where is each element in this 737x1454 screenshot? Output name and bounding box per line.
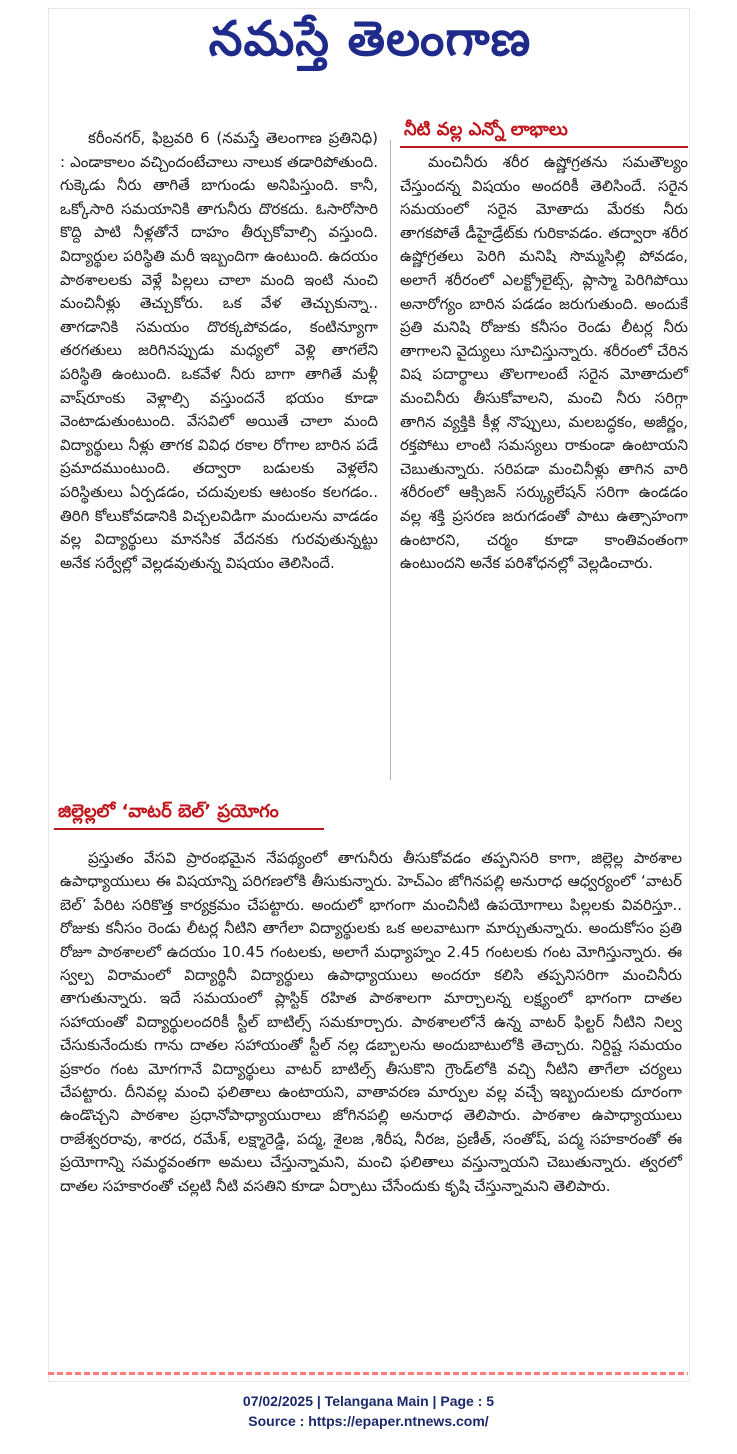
masthead-logo: నమస్తే తెలంగాణ: [208, 11, 532, 67]
sidebar-heading-rule: [400, 146, 688, 148]
bottom-dashed-rule: [48, 1372, 688, 1375]
article-section-body: ప్రస్తుతం వేసవి ప్రారంభమైన నేపథ్యంలో తాగునీరు తీసుకోవడం తప్పనిసరి కాగా, జిల్లెల్ల పాఠశాల ఉపాధ్యాయులు ఈ విషయాన్ని పరిగణలోకి తీసుకున్నారు. హెచ్‌ఎం జోగినపల్లి అనురాధ ఆధ్వర్యంలో ‘వాటర్ బెల్’ పేరిట సరికొత్త కార్యక్రమం చేపట్టారు. అందులో భాగంగా మంచినీటి ఉపయోగాలు పిల్లలకు వివరిస్తూ.. రోజుకు కనీసం రెండు లీటర్ల నీటిని తాగేలా విద్యార్థులకు ఒక అలవాటుగా మార్చుతున్నారు. అందుకోసం ప్రతి రోజూ పాఠశాలలో ఉదయం 10.45 గంటలకు, అలాగే మధ్యాహ్నం 2.45 గంటలకు గంట మోగిస్తున్నారు. ఈ స్వల్ప విరామంలో విద్యార్థినీ విద్యార్థులు ఉపాధ్యాయులు అందరూ కలిసి తప్పనిసరిగా మంచినీరు తాగుతున్నారు. ఇదే సమయంలో ప్లాస్టిక్ రహిత పాఠశాలగా మార్చాలన్న లక్ష్యంలో భాగంగా దాతల సహాయంతో విద్యార్థులందరికీ స్టీల్ బాటిల్స్ సమకూర్చారు. పాఠశాలలోనే ఉన్న వాటర్ ఫిల్టర్ నీటిని నిల్వ చేసుకునేందుకు గాను దాతల సహాయంతో స్టీల్ నల్ల డబ్బాలను అందుబాటులోకి తెచ్చారు. నిర్దిష్ట సమయం ప్రకారం గంట మోగగానే విద్యార్థులు వాటర్ బాటిల్స్ తీసుకొని గ్రౌండ్‌లోకి వచ్చి నీటిని తాగేలా చర్యలు చేపట్టారు. దీనివల్ల మంచి ఫలితాలు ఉంటాయని, వాతావరణ మార్పుల వల్ల వచ్చే ఇబ్బందులకు దూరంగా ఉండొచ్చని పాఠశాల ప్రధానోపాధ్యాయురాలు జోగినపల్లి అనురాధ తెలిపారు. పాఠశాల ఉపాధ్యాయులు రాజేశ్వరరావు, శారద, రమేశ్, లక్ష్మారెడ్డి, పద్మ, శైలజ ,శిరీష, నీరజ, ప్రణీత్, సంతోష్, పద్మ సహకారంతో ఈ ప్రయోగాన్ని సమర్థవంతగా అమలు చేస్తున్నామని, మంచి ఫలితాలు వస్తున్నాయని చెబుతున్నారు. త్వరలో దాతల సహకారంతో చల్లటి నీటి వసతిని కూడా ఏర్పాటు చేసేందుకు కృషి చేస్తున్నామని తెలిపారు.: [60, 849, 682, 1195]
section-heading: జిల్లెల్లలో ‘వాటర్ బెల్’ ప్రయోగం: [58, 801, 279, 822]
article-right-column: మంచినీరు శరీర ఉష్ణోగ్రతను సమతౌల్యం చేస్తుందన్న విషయం అందరికీ తెలిసిందే. సరైన సమయంలో సరైన మోతాదు మేరకు నీరు తాగకపోతే డీహైడ్రేట్‌కు గురికావడం. తద్వారా శరీర ఉష్ణోగ్రతలు పెరిగి మనిషి సొమ్మసిల్లి పోవడం, అలాగే శరీరంలో ఎలక్ట్రోలైట్స్, ప్లాస్మా పెరిగిపోయి అనారోగ్యం బారిన పడడం జరుగుతుంది. అందుకే ప్రతి మనిషి రోజుకు కనీసం రెండు లీటర్ల నీరు తాగాలని వైద్యులు సూచిస్తున్నారు. శరీరంలో చేరిన విష పదార్థాలు తొలగాలంటే సరైన మోతాదులో మంచినీరు తీసుకోవాలని, మంచి నీరు సరిగ్గా తాగిన వ్యక్తికి కీళ్ల నొప్పులు, మలబద్ధకం, అజీర్ణం, రక్తపోటు లాంటి సమస్యలు రాకుండా ఉంటాయని చెబుతున్నారు. సరిపడా మంచినీళ్లు తాగిన వారి శరీరంలో ఆక్సిజన్ సర్క్యులేషన్ సరిగా ఉండడం వల్ల శక్తి ప్రసరణ జరుగడంతో పాటు ఉత్సాహంగా ఉంటారని, చర్మం కూడా కాంతివంతంగా ఉంటుందని అనేక పరిశోధనల్లో వెల్లడించారు.: [400, 153, 688, 573]
source-link[interactable]: Source : https://epaper.ntnews.com/: [248, 1413, 489, 1429]
edition-info: 07/02/2025 | Telangana Main | Page : 5: [242, 1393, 495, 1409]
article-left-column: కరీంనగర్, ఫిబ్రవరి 6 (నమస్తే తెలంగాణ ప్రతినిధి) : ఎండాకాలం వచ్చిందంటేచాలు నాలుక తడారిపోతుంది. గుక్కెడు నీరు తాగితే బాగుండు అనిపిస్తుంది. కానీ, ఒక్కోసారి సమయానికి తాగునీరు దొరకదు. ఓసారోసారి కొద్ది పాటి నీళ్లతోనే దాహం తీర్చుకోవాల్సి వస్తుంది. విద్యార్థుల పరిస్థితి మరీ ఇబ్బందిగా ఉంటుంది. ఉదయం పాఠశాలలకు వెళ్లే పిల్లలు చాలా మంది ఇంటి నుంచి మంచినీళ్లు తెచ్చుకోరు. ఒక వేళ తెచ్చుకున్నా.. తాగడానికి సమయం దొరక్కపోవడం, కంటిన్యూగా తరగతులు జరిగినప్పుడు మధ్యలో వెళ్లి తాగలేని పరిస్థితి ఉంటుంది. ఒకవేళ నీరు బాగా తాగితే మళ్లీ వాష్‌రూంకు వెళ్లాల్సి వస్తుందనే భయం కూడా వెంటాడుతుంటుంది. వేసవిలో అయితే చాలా మంది విద్యార్థులు నీళ్లు తాగక వివిధ రకాల రోగాల బారిన పడే ప్రమాదముంటుంది. తద్వారా బడులకు వెళ్లలేని పరిస్థితులు ఏర్పడడం, చదువులకు ఆటంకం కలగడం.. తిరిగి కోలుకోవడానికి విచ్చలవిడిగా మందులను వాడడం వల్ల విద్యార్థులు మానసిక వేదనకు గురవుతున్నట్టు అనేక సర్వేల్లో వెల్లడవుతున్న విషయం తెలిసిందే.: [60, 129, 378, 572]
section-heading-rule: [54, 828, 324, 830]
sidebar-heading: నీటి వల్ల ఎన్నో లాభాలు: [404, 119, 568, 140]
column-divider: [390, 140, 391, 780]
